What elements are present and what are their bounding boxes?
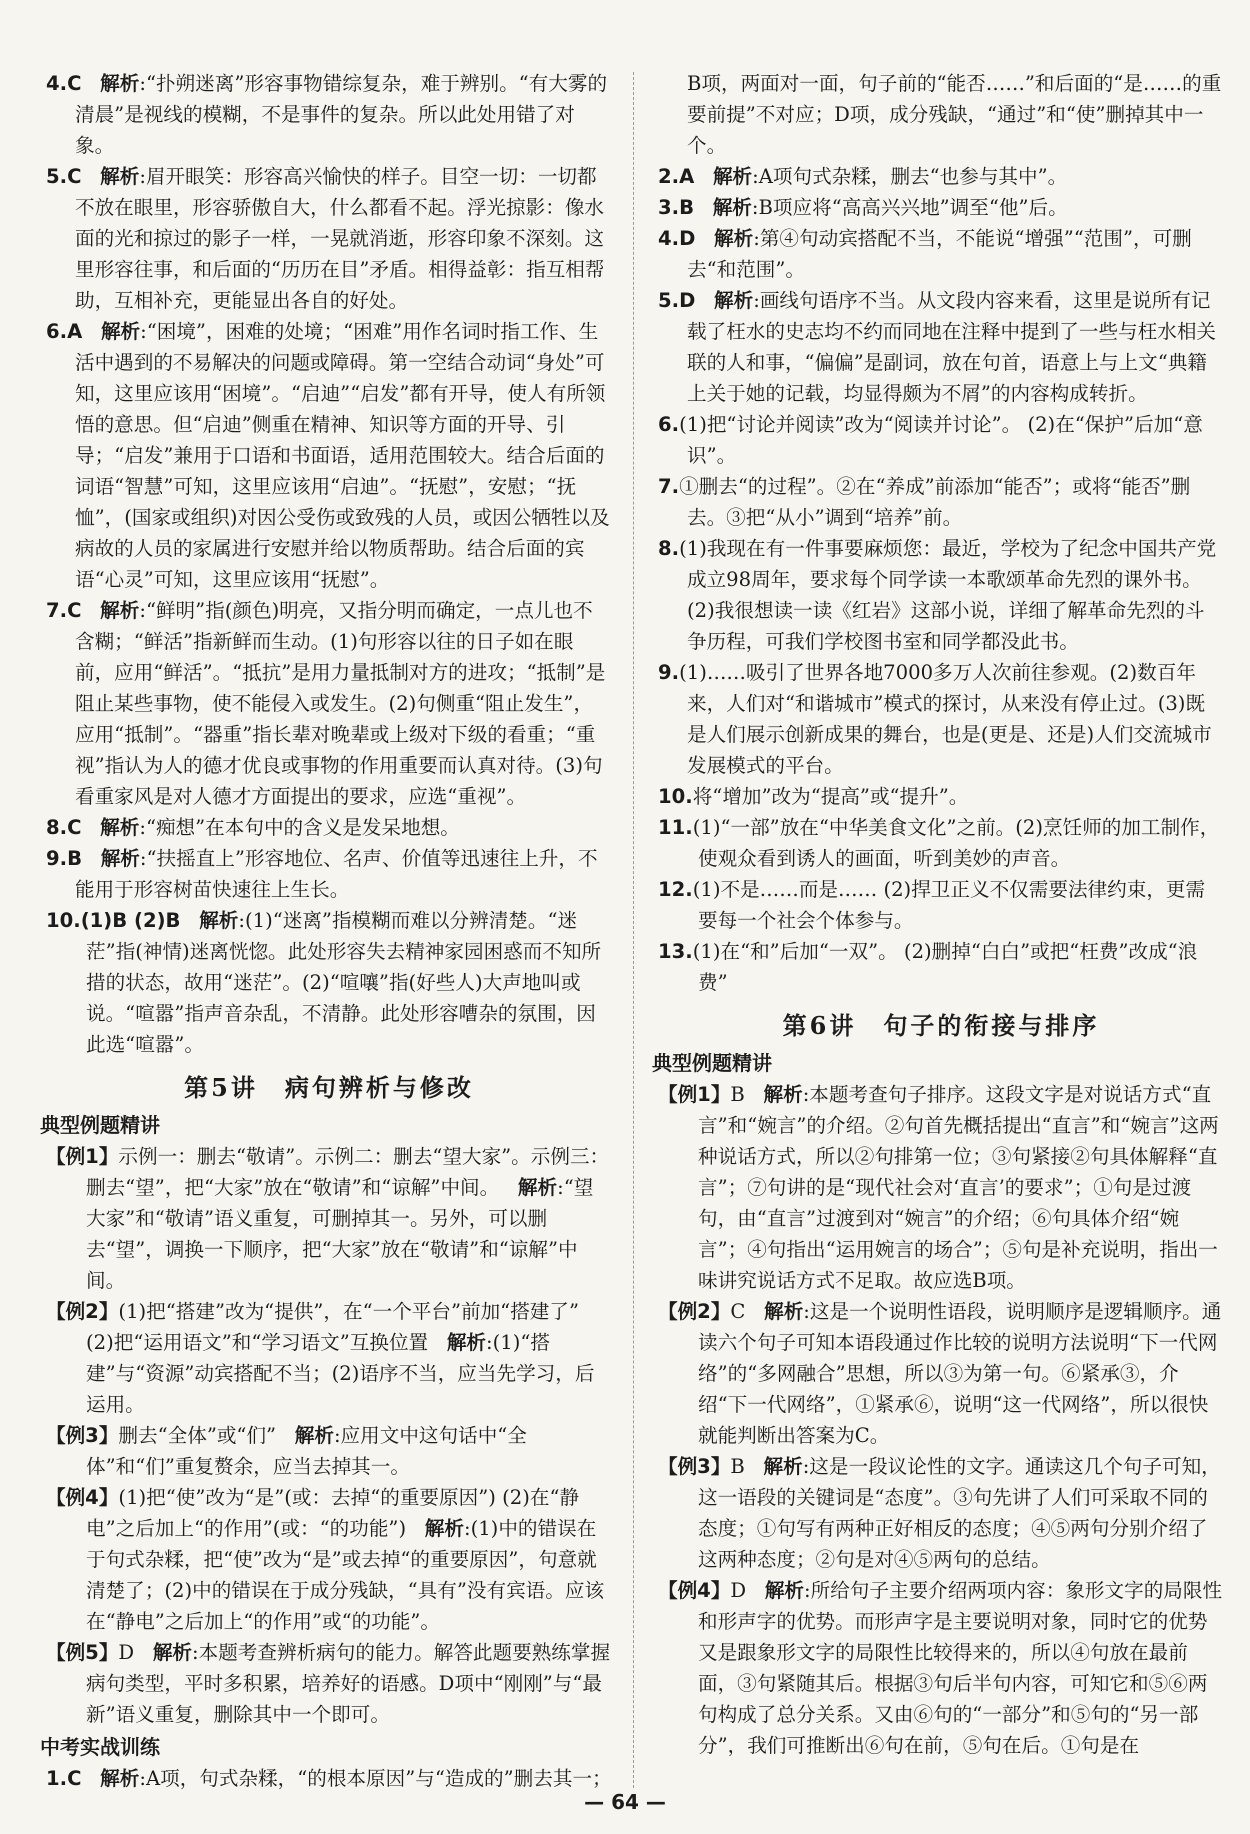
answer-item: 6.(1)把“讨论并阅读”改为“阅读并讨论”。 (2)在“保护”后加“意识”。 [658, 413, 1203, 467]
answer-item: 4.C 解析:“扑朔迷离”形容事物错综复杂，难于辨别。“有大雾的清晨”是视线的模糊，不是事件的复杂。所以此处用错了对象。 [46, 72, 608, 157]
answer-item: 7.①删去“的过程”。②在“养成”前添加“能否”；或将“能否”删去。③把“从小”调到“培养”前。 [658, 475, 1191, 529]
answer-item: 10.(1)B (2)B 解析:(1)“迷离”指模糊而难以分辨清楚。“迷茫”指(神情)迷离恍惚。此处形容失去精神家园困惑而不知所措的状态，故用“迷茫”。(2)“喧嚷”指(好些人)大声地叫或说。“喧嚣”指声音杂乱，不清静。此处形容嘈杂的氛围，因此选“喧嚣”。 [46, 909, 602, 1056]
answer-item: 10.将“增加”改为“提高”或“提升”。 [658, 785, 969, 808]
section-5-title: 第5讲 病句辨析与修改 [184, 1073, 474, 1102]
left-column [40, 68, 612, 1794]
section-6-title: 第6讲 句子的衔接与排序 [782, 1011, 1100, 1040]
example-item: 【例3】删去“全体”或“们” 解析:应用文中这句话中“全体”和“们”重复赘余，应当去掉其一。 [46, 1424, 527, 1478]
answer-item: 11.(1)“一部”放在“中华美食文化”之前。(2)烹饪师的加工制作，使观众看到诱人的画面，听到美妙的声音。 [658, 816, 1220, 870]
answer-item: 7.C 解析:“鲜明”指(颜色)明亮，又指分明而确定，一点儿也不含糊；“鲜活”指新鲜而生动。(1)句形容以往的日子如在眼前，应用“鲜活”。“抵抗”是用力量抵制对方的进攻；“抵制”是阻止某些事物，使不能侵入或发生。(2)句侧重“阻止发生”，应用“抵制”。“器重”指长辈对晚辈或上级对下级的看重；“重视”指认为人的德才优良或事物的作用重要而认真对待。(3)句看重家风是对人德才方面提出的要求，应选“重视”。 [46, 599, 606, 808]
example-item: 【例4】D 解析:所给句子主要介绍两项内容：象形文字的局限性和形声字的优势。而形声字是主要说明对象，同时它的优势又是跟象形文字的局限性比较得来的，所以④句放在最前面，③句紧随其后。根据③句后半句内容，可知它和⑤⑥两句构成了总分关系。又由⑥句的“一部分”和⑤句的“另一部分”，我们可推断出⑥句在前，⑤句在后。①句是在 [658, 1579, 1223, 1757]
answer-item: 9.B 解析:“扶摇直上”形容地位、名声、价值等迅速往上升，不能用于形容树苗快速往上生长。 [46, 847, 598, 901]
answer-item: 5.D 解析:画线句语序不当。从文段内容来看，这里是说所有记载了枉水的史志均不约而同地在注释中提到了一些与枉水相关联的人和事，“偏偏”是副词，放在句首，语意上与上文“典籍上关于她的记载，均显得颇为不屑”的内容构成转折。 [658, 289, 1217, 405]
page-number: — 64 — [584, 1790, 666, 1814]
answer-item: 4.D 解析:第④句动宾搭配不当，不能说“增强”“范围”，可删去“和范围”。 [658, 227, 1192, 281]
answer-item: 12.(1)不是……而是…… (2)捍卫正义不仅需要法律约束，更需要每一个社会个体参与。 [658, 878, 1206, 932]
example-item: 【例4】(1)把“使”改为“是”(或：去掉“的重要原因”) (2)在“静电”之后加上“的作用”(或：“的功能”) 解析:(1)中的错误在于句式杂糅，把“使”改为“是”或去掉“的重要原因”，句意就清楚了；(2)中的错误在于成分残缺，“具有”没有宾语。应该在“静电”之后加上“的作用”或“的功能”。 [46, 1486, 605, 1633]
answer-item: 6.A 解析:“困境”，困难的处境；“困难”用作名词时指工作、生活中遇到的不易解决的问题或障碍。第一空结合动词“身处”可知，这里应该用“困境”。“启迪”“启发”都有开导，使人有所领悟的意思。但“启迪”侧重在精神、知识等方面的开导、引导；“启发”兼用于口语和书面语，适用范围较大。结合后面的词语“智慧”可知，这里应该用“启迪”。“抚慰”，安慰；“抚恤”，(国家或组织)对因公受伤或致残的人员，或因公牺牲以及病故的人员的家属进行安慰并给以物质帮助。结合后面的宾语“心灵”可知，这里应该用“抚慰”。 [46, 320, 610, 591]
right-column [652, 68, 1224, 1761]
practice-item: 1.C 解析:A项，句式杂糅，“的根本原因”与“造成的”删去其一； [46, 1767, 612, 1790]
column-divider [633, 72, 634, 1788]
example-item: 【例5】D 解析:本题考查辨析病句的能力。解答此题要熟练掌握病句类型，平时多积累，培养好的语感。D项中“刚刚”与“最新”语义重复，删除其中一个即可。 [46, 1641, 611, 1726]
answer-item: 13.(1)在“和”后加“一双”。 (2)删掉“白白”或把“枉费”改成“浪费” [658, 940, 1198, 994]
example-item: 【例1】B 解析:本题考查句子排序。这段文字是对说话方式“直言”和“婉言”的介绍。②句首先概括提出“直言”和“婉言”这两种说话方式，所以②句排第一位；③句紧接②句具体解释“直言”；⑦句讲的是“现代社会对‘直言’的要求”；①句是过渡句，由“直言”过渡到对“婉言”的介绍；⑥句具体介绍“婉言”；④句指出“运用婉言的场合”；⑤句是补充说明，指出一味讲究说话方式不足取。故应选B项。 [658, 1083, 1219, 1292]
typical-examples-heading-2: 典型例题精讲 [652, 1051, 772, 1075]
example-item: 【例3】B 解析:这是一段议论性的文字。通读这几个句子可知，这一语段的关键词是“态度”。③句先讲了人们可采取不同的态度；①句写有两种正好相反的态度；④⑤两句分别介绍了这两种态度；②句是对④⑤两句的总结。 [658, 1455, 1221, 1571]
answer-item: 3.B 解析:B项应将“高高兴兴地”调至“他”后。 [658, 196, 1068, 219]
answer-item: 8.(1)我现在有一件事要麻烦您：最近，学校为了纪念中国共产党成立98周年，要求每个同学读一本歌颂革命先烈的课外书。(2)我很想读一读《红岩》这部小说，详细了解革命先烈的斗争历程，可我们学校图书室和同学都没此书。 [658, 537, 1217, 653]
answer-item: 2.A 解析:A项句式杂糅，删去“也参与其中”。 [658, 165, 1068, 188]
answer-item: 5.C 解析:眉开眼笑：形容高兴愉快的样子。目空一切：一切都不放在眼里，形容骄傲自大，什么都看不起。浮光掠影：像水面的光和掠过的影子一样，一晃就消逝，形容印象不深刻。这里形容往事，和后面的“历历在目”矛盾。相得益彰：指互相帮助，互相补充，更能显出各自的好处。 [46, 165, 605, 312]
practice-heading: 中考实战训练 [40, 1735, 160, 1759]
example-item: 【例2】(1)把“搭建”改为“提供”，在“一个平台”前加“搭建了” (2)把“运用语文”和“学习语文”互换位置 解析:(1)“搭建”与“资源”动宾搭配不当；(2)语序不当，应当先学习，后运用。 [46, 1300, 595, 1416]
example-item: 【例1】示例一：删去“敬请”。示例二：删去“望大家”。示例三：删去“望”，把“大家”放在“敬请”和“谅解”中间。 解析:“望大家”和“敬请”语义重复，可删掉其一。另外，可以删去“望”，调换一下顺序，把“大家”放在“敬请”和“谅解”中间。 [46, 1145, 610, 1292]
typical-examples-heading: 典型例题精讲 [40, 1113, 160, 1137]
answer-item: 9.(1)……吸引了世界各地7000多万人次前往参观。(2)数百年来，人们对“和谐城市”模式的探讨，从来没有停止过。(3)既是人们展示创新成果的舞台，也是(更是、还是)人们交流城市发展模式的平台。 [658, 661, 1212, 777]
answer-item: 8.C 解析:“痴想”在本句中的含义是发呆地想。 [46, 816, 460, 839]
example-item: 【例2】C 解析:这是一个说明性语段，说明顺序是逻辑顺序。通读六个句子可知本语段通过作比较的说明方法说明“下一代网络”的“多网融合”思想，所以③为第一句。⑥紧承③，介绍“下一代网络”，①紧承⑥，说明“这一代网络”，所以很快就能判断出答案为C。 [658, 1300, 1222, 1447]
continuation-text: B项，两面对一面，句子前的“能否……”和后面的“是……的重要前提”不对应；D项，成分残缺，“通过”和“使”删掉其中一个。 [687, 72, 1222, 157]
